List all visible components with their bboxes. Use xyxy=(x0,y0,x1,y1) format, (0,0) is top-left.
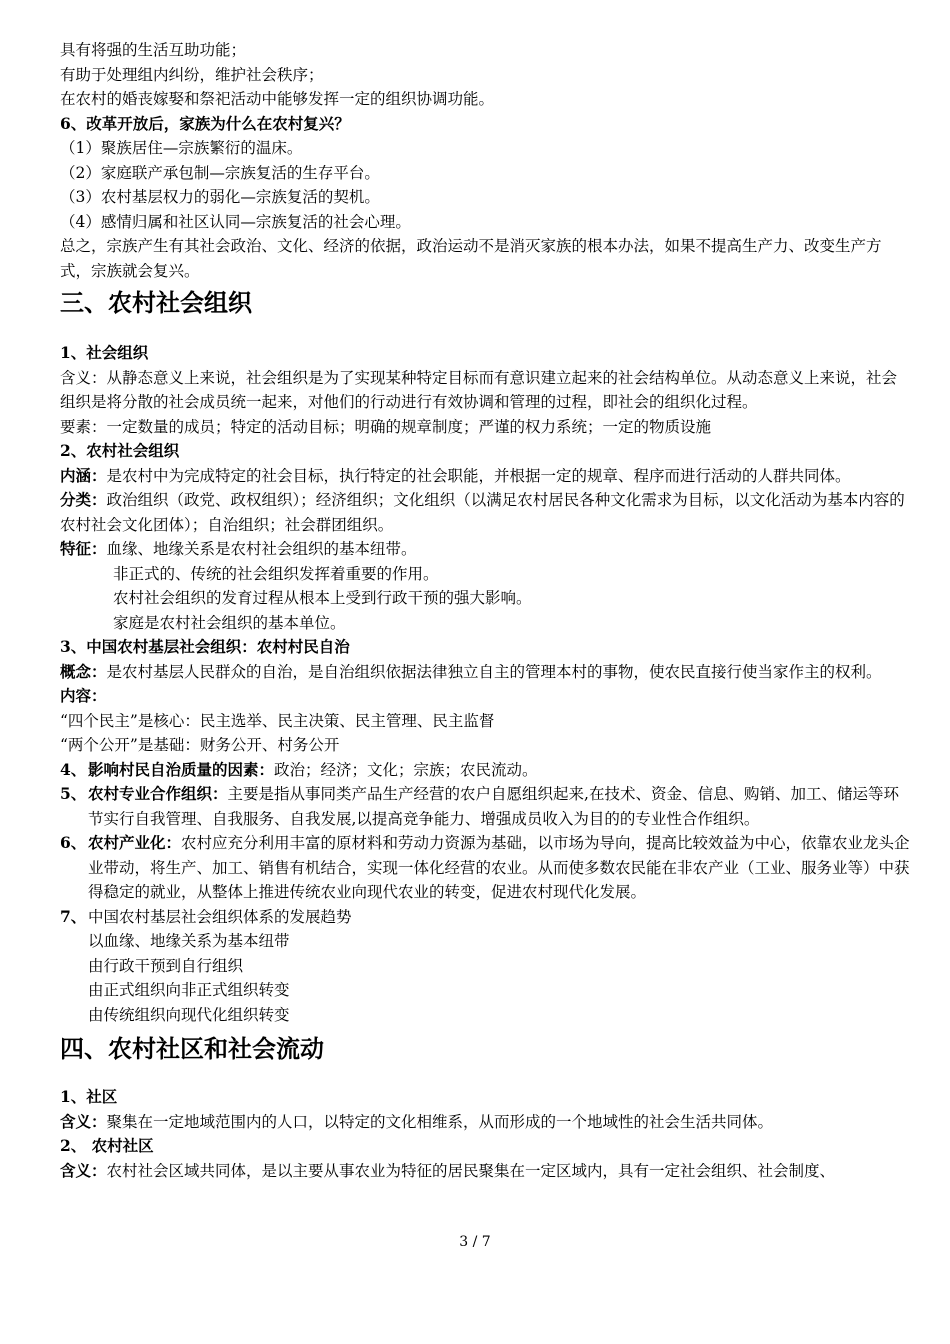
term-text: 农村社会区域共同体，是以主要从事农业为特征的居民聚集在一定区域内，具有一定社会组织、社会制度、 xyxy=(106,1161,836,1180)
term-text: 是农村基层人民群众的自治，是自治组织依据法律独立自主的管理本村的事物，使农民直接行使当家作主的权利。 xyxy=(106,662,882,681)
term-label: 含义： xyxy=(60,1160,107,1180)
meaning-paragraph: 含义：从静态意义上来说，社会组织是为了实现某种特定目标而有意识建立起来的社会结构单位。从动态意义上来说，社会组织是将分散的社会成员统一起来，对他们的行动进行有效协调和管理的过程，即社会的组织化过程。 xyxy=(60,368,898,411)
feature-item: 家庭是农村社会组织的基本单位。 xyxy=(113,613,346,632)
list-item: 以血缘、地缘关系为基本纽带 xyxy=(88,932,290,950)
question-heading: 6、改革开放后，家族为什么在农村复兴？ xyxy=(60,113,350,133)
text-line: 具有将强的生活互助功能； xyxy=(60,41,247,59)
classification-paragraph xyxy=(60,488,910,537)
reason-item: （3）农村基层权力的弱化—宗族复活的契机。 xyxy=(60,188,380,206)
term-text: 中国农村基层社会组织体系的发展趋势 xyxy=(88,907,352,926)
list-item: 由正式组织向非正式组织转变 xyxy=(88,981,290,999)
subsection-title: 2、 农村社区 xyxy=(60,1136,154,1155)
term-label: 影响村民自治质量的因素： xyxy=(88,759,275,779)
concept-paragraph xyxy=(60,660,910,685)
content-item: “两个公开”是基础：财务公开、村务公开 xyxy=(60,736,340,754)
meaning-paragraph xyxy=(60,1159,910,1184)
term-text: 政治；经济；文化；宗族；农民流动。 xyxy=(274,760,538,779)
reason-item: （1）聚族居住—宗族繁衍的温床。 xyxy=(60,139,303,157)
summary-paragraph: 总之，宗族产生有其社会政治、文化、经济的依据，政治运动不是消灭家族的根本办法，如果不提高生产力、改变生产方式，宗族就会复兴。 xyxy=(60,237,882,280)
term-text: 主要是指从事同类产品生产经营的农户自愿组织起来,在技术、资金、信息、购销、加工、储运等环节实行自我管理、自我服务、自我发展,以提高竞争能力、增强成员收入为目的的专业性合作组织。 xyxy=(88,785,899,828)
feature-item: 非正式的、传统的社会组织发挥着重要的作用。 xyxy=(113,564,439,583)
subsection-title: 1、社区 xyxy=(60,1087,118,1106)
numbered-item xyxy=(60,782,910,831)
reason-item: （4）感情归属和社区认同—宗族复活的社会心理。 xyxy=(60,212,411,231)
term-label: 概念： xyxy=(60,661,107,681)
text-line: 有助于处理组内纠纷，维护社会秩序； xyxy=(60,65,324,84)
content-item: “四个民主”是核心：民主选举、民主决策、民主管理、民主监督 xyxy=(60,711,495,730)
numbered-item xyxy=(60,905,910,930)
term-label: 含义： xyxy=(60,1111,107,1131)
definition-paragraph xyxy=(60,464,910,489)
term-text: 政治组织（政党、政权组织）；经济组织；文化组织（以满足农村居民各种文化需求为目标，以文化活动为基本内容的农村社会文化团体）；自治组织；社会群团组织。 xyxy=(60,491,905,534)
subsection-title: 1、社会组织 xyxy=(60,343,149,362)
feature-item: 农村社会组织的发育过程从根本上受到行政干预的强大影响。 xyxy=(113,589,532,607)
trend-list xyxy=(60,929,910,1027)
subsection-title: 3、中国农村基层社会组织：农村村民自治 xyxy=(60,637,350,656)
numbered-item xyxy=(60,758,910,783)
term-label: 特征： xyxy=(60,539,107,558)
list-item: 由行政干预到自行组织 xyxy=(88,956,244,975)
term-label: 农村专业合作组织： xyxy=(88,784,228,803)
term-text: 农村应充分利用丰富的原材料和劳动力资源为基础，以市场为导向，提高比较效益为中心，依靠农业龙头企业带动，将生产、加工、销售有机结合，实现一体化经营的农业。从而使多数农民能在非农产业（工业、服务业等）中获得稳定的就业，从整体上推进传统农业向现代农业的转变，促进农村现代化发展。 xyxy=(88,834,910,901)
meaning-paragraph xyxy=(60,1110,910,1135)
reason-item: （2）家庭联产承包制—宗族复活的生存平台。 xyxy=(60,163,380,182)
section-heading: 三、农村社会组织 xyxy=(60,289,252,317)
elements-paragraph: 要素：一定数量的成员；特定的活动目标；明确的规章制度；严谨的权力系统；一定的物质设施 xyxy=(60,417,712,436)
item-number: 5、 xyxy=(60,784,87,803)
numbered-item xyxy=(60,831,910,905)
term-label: 农村产业化： xyxy=(88,833,182,852)
section-heading: 四、农村社区和社会流动 xyxy=(60,1035,324,1063)
list-item: 由传统组织向现代化组织转变 xyxy=(88,1005,290,1024)
item-number: 7、 xyxy=(60,906,87,926)
features-paragraph xyxy=(60,537,910,562)
page-number: 3 / 7 xyxy=(459,1234,491,1250)
document-page xyxy=(60,38,910,1183)
subsection-title: 2、农村社会组织 xyxy=(60,441,180,460)
term-label: 内涵： xyxy=(60,465,107,485)
term-text: 聚集在一定地域范围内的人口，以特定的文化相维系，从而形成的一个地域性的社会生活共同体。 xyxy=(106,1112,774,1131)
feature-item: 血缘、地缘关系是农村社会组织的基本纽带。 xyxy=(106,540,417,558)
item-number: 6、 xyxy=(60,833,87,852)
term-label: 分类： xyxy=(60,490,107,509)
term-text: 是农村中为完成特定的社会目标，执行特定的社会职能，并根据一定的规章、程序而进行活动的人群共同体。 xyxy=(106,466,851,485)
item-number: 4、 xyxy=(60,759,87,779)
text-line: 在农村的婚丧嫁娶和祭祀活动中能够发挥一定的组织协调功能。 xyxy=(60,90,495,108)
content-label: 内容： xyxy=(60,686,107,705)
